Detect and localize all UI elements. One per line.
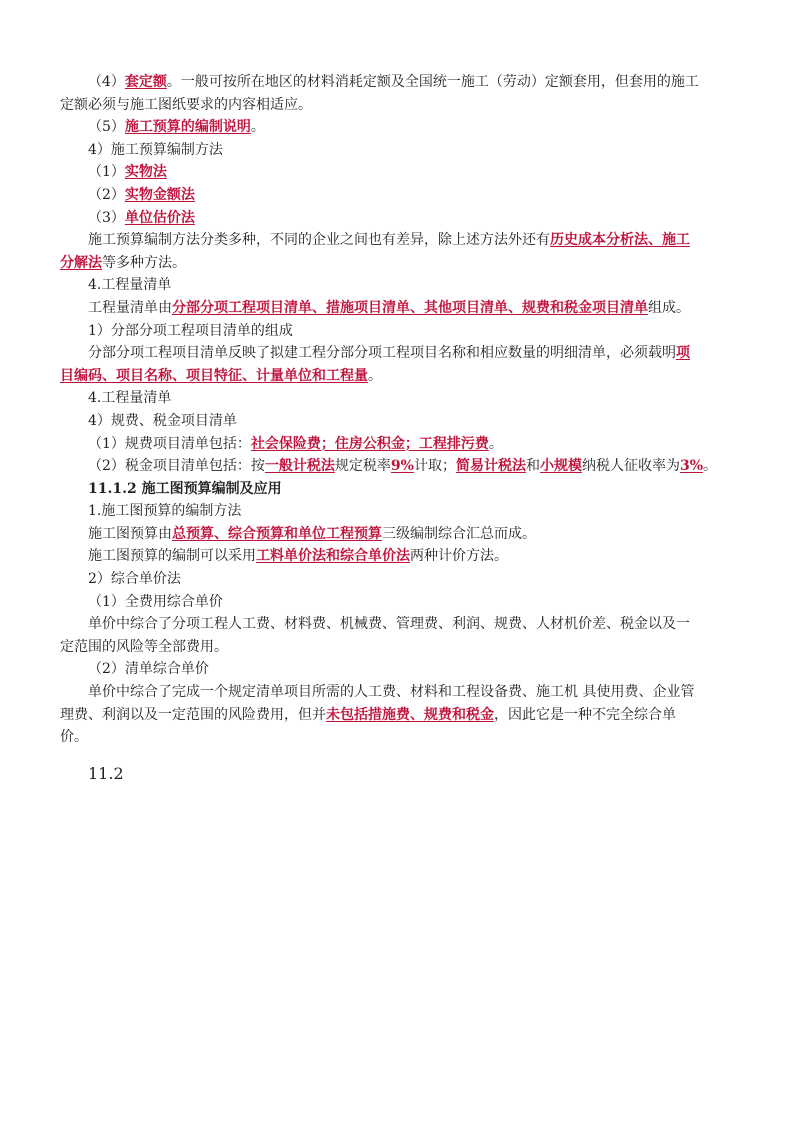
text: （1）全费用综合单价 <box>88 593 223 610</box>
highlight-text: 未包括措施费、规费和税金 <box>326 706 494 723</box>
text: （2）清单综合单价 <box>88 661 209 678</box>
document-body <box>60 71 740 785</box>
highlight-text: 目编码、项目名称、项目特征、计量单位和工程量 <box>60 367 368 384</box>
list-item <box>60 455 740 478</box>
paragraph-line <box>60 545 740 568</box>
text: 单价中综合了分项工程人工费、材料费、机械费、管理费、利润、规费、人材机价差、税金以及一 <box>88 616 690 633</box>
paragraph-line <box>60 94 740 117</box>
paragraph-line <box>60 229 740 252</box>
list-item <box>60 591 740 614</box>
text: （2） <box>88 186 125 203</box>
text: ，因此它是一种不完全综合单 <box>494 706 676 723</box>
text: 施工图预算由 <box>88 525 172 542</box>
text: 2）综合单价法 <box>88 571 181 588</box>
bold-text: 预算编制 <box>183 480 240 497</box>
text: 。一般可按所在地区的材料消耗定额及全国统一施工（劳动）定额套用，但套用的施工 <box>166 74 699 90</box>
text: 。 <box>250 119 265 136</box>
paragraph-line <box>60 636 740 659</box>
text: 三级编制综合汇总而成。 <box>382 525 536 542</box>
section-heading <box>60 320 740 343</box>
text: 施工预算编制方法分类多种，不同的企业之间也有差异，除上述方法外还有 <box>88 232 550 249</box>
list-item <box>60 207 740 230</box>
section-heading <box>60 568 740 591</box>
text: （1） <box>88 164 125 181</box>
paragraph-line <box>60 252 740 275</box>
highlight-text: 实物金额法 <box>124 186 195 203</box>
section-heading <box>60 274 740 297</box>
text: 定额必须与施工图纸要求的内容相适应。 <box>60 96 312 113</box>
highlight-text: 工料单价法和综合单价法 <box>256 548 410 565</box>
highlight-text: 社会保险费；住房公积金；工程排污费 <box>250 435 489 452</box>
highlight-text: 小规模 <box>539 458 582 475</box>
highlight-text: 历史成本分析法、施工 <box>550 232 690 249</box>
text: （1）规费项目清单包括： <box>88 435 251 452</box>
paragraph-line <box>60 681 740 704</box>
text: 11.1.2 施工图 <box>88 480 184 497</box>
highlight-text: 项 <box>676 345 690 362</box>
paragraph-line <box>60 116 740 139</box>
section-heading <box>60 410 740 433</box>
text: 4）规费、税金项目清单 <box>88 412 237 429</box>
text: 计取； <box>413 458 456 475</box>
text: 价。 <box>60 729 88 746</box>
text: 4.工程量清单 <box>88 277 172 294</box>
text: 1.施工图预算的编制方法 <box>88 503 242 520</box>
text: 4）施工预算编制方法 <box>88 141 223 158</box>
text: 等多种方法。 <box>102 254 186 271</box>
text: （2）税金项目清单包括：按 <box>88 458 265 475</box>
section-heading <box>60 387 740 410</box>
list-item <box>60 433 740 456</box>
text: （3） <box>88 209 125 226</box>
paragraph-line <box>60 297 740 320</box>
highlight-text: 9% <box>390 458 414 475</box>
highlight-text: 简易计税法 <box>455 458 526 475</box>
text: 单价中综合了完成一个规定清单项目所需的人工费、材料和工程设备费、施工机 具使用费、企业管 <box>88 684 695 701</box>
text: 。 <box>488 435 503 452</box>
paragraph-line <box>60 726 740 749</box>
text: 定范围的风险等全部费用。 <box>60 638 228 655</box>
paragraph-line <box>60 71 740 94</box>
text: （5） <box>88 119 125 136</box>
text: 工程量清单由 <box>88 299 172 316</box>
text: 及应用 <box>239 480 282 497</box>
section-heading <box>60 478 740 501</box>
text: （4） <box>88 74 125 90</box>
text: 11.2 <box>88 763 124 783</box>
section-number <box>60 763 740 786</box>
list-item <box>60 658 740 681</box>
section-heading <box>60 139 740 162</box>
text: 理费、利润以及一定范围的风险费用，但并 <box>60 706 326 723</box>
highlight-text: 施工预算的编制说明 <box>124 119 251 136</box>
text: 组成。 <box>648 299 690 316</box>
text: 规定税率 <box>334 458 391 475</box>
list-item <box>60 184 740 207</box>
text: 两种计价方法。 <box>410 548 508 565</box>
paragraph-line <box>60 523 740 546</box>
highlight-text: 分部分项工程项目清单、措施项目清单、其他项目清单、规费和税金项目清单 <box>172 299 648 316</box>
paragraph-line <box>60 613 740 636</box>
highlight-text: 套定额 <box>124 74 167 90</box>
text: 和 <box>525 458 540 475</box>
highlight-text: 分解法 <box>60 254 102 271</box>
paragraph-line <box>60 342 740 365</box>
text: 。 <box>368 367 382 384</box>
text: 纳税人征收率为 <box>581 458 680 475</box>
section-heading <box>60 500 740 523</box>
text: 1）分部分项工程项目清单的组成 <box>88 322 293 339</box>
text: 4.工程量清单 <box>88 390 172 407</box>
text: 分部分项工程项目清单反映了拟建工程分部分项工程项目名称和相应数量的明细清单，必须载明 <box>88 345 676 362</box>
highlight-text: 3% <box>679 458 704 475</box>
highlight-text: 单位估价法 <box>124 209 195 226</box>
highlight-text: 实物法 <box>124 164 167 181</box>
paragraph-line <box>60 704 740 727</box>
text: 施工图预算的编制可以采用 <box>88 548 256 565</box>
paragraph-line <box>60 365 740 388</box>
text: 。 <box>703 458 718 475</box>
highlight-text: 总预算、综合预算和单位工程预算 <box>172 525 382 542</box>
highlight-text: 一般计税法 <box>264 458 335 475</box>
list-item <box>60 161 740 184</box>
